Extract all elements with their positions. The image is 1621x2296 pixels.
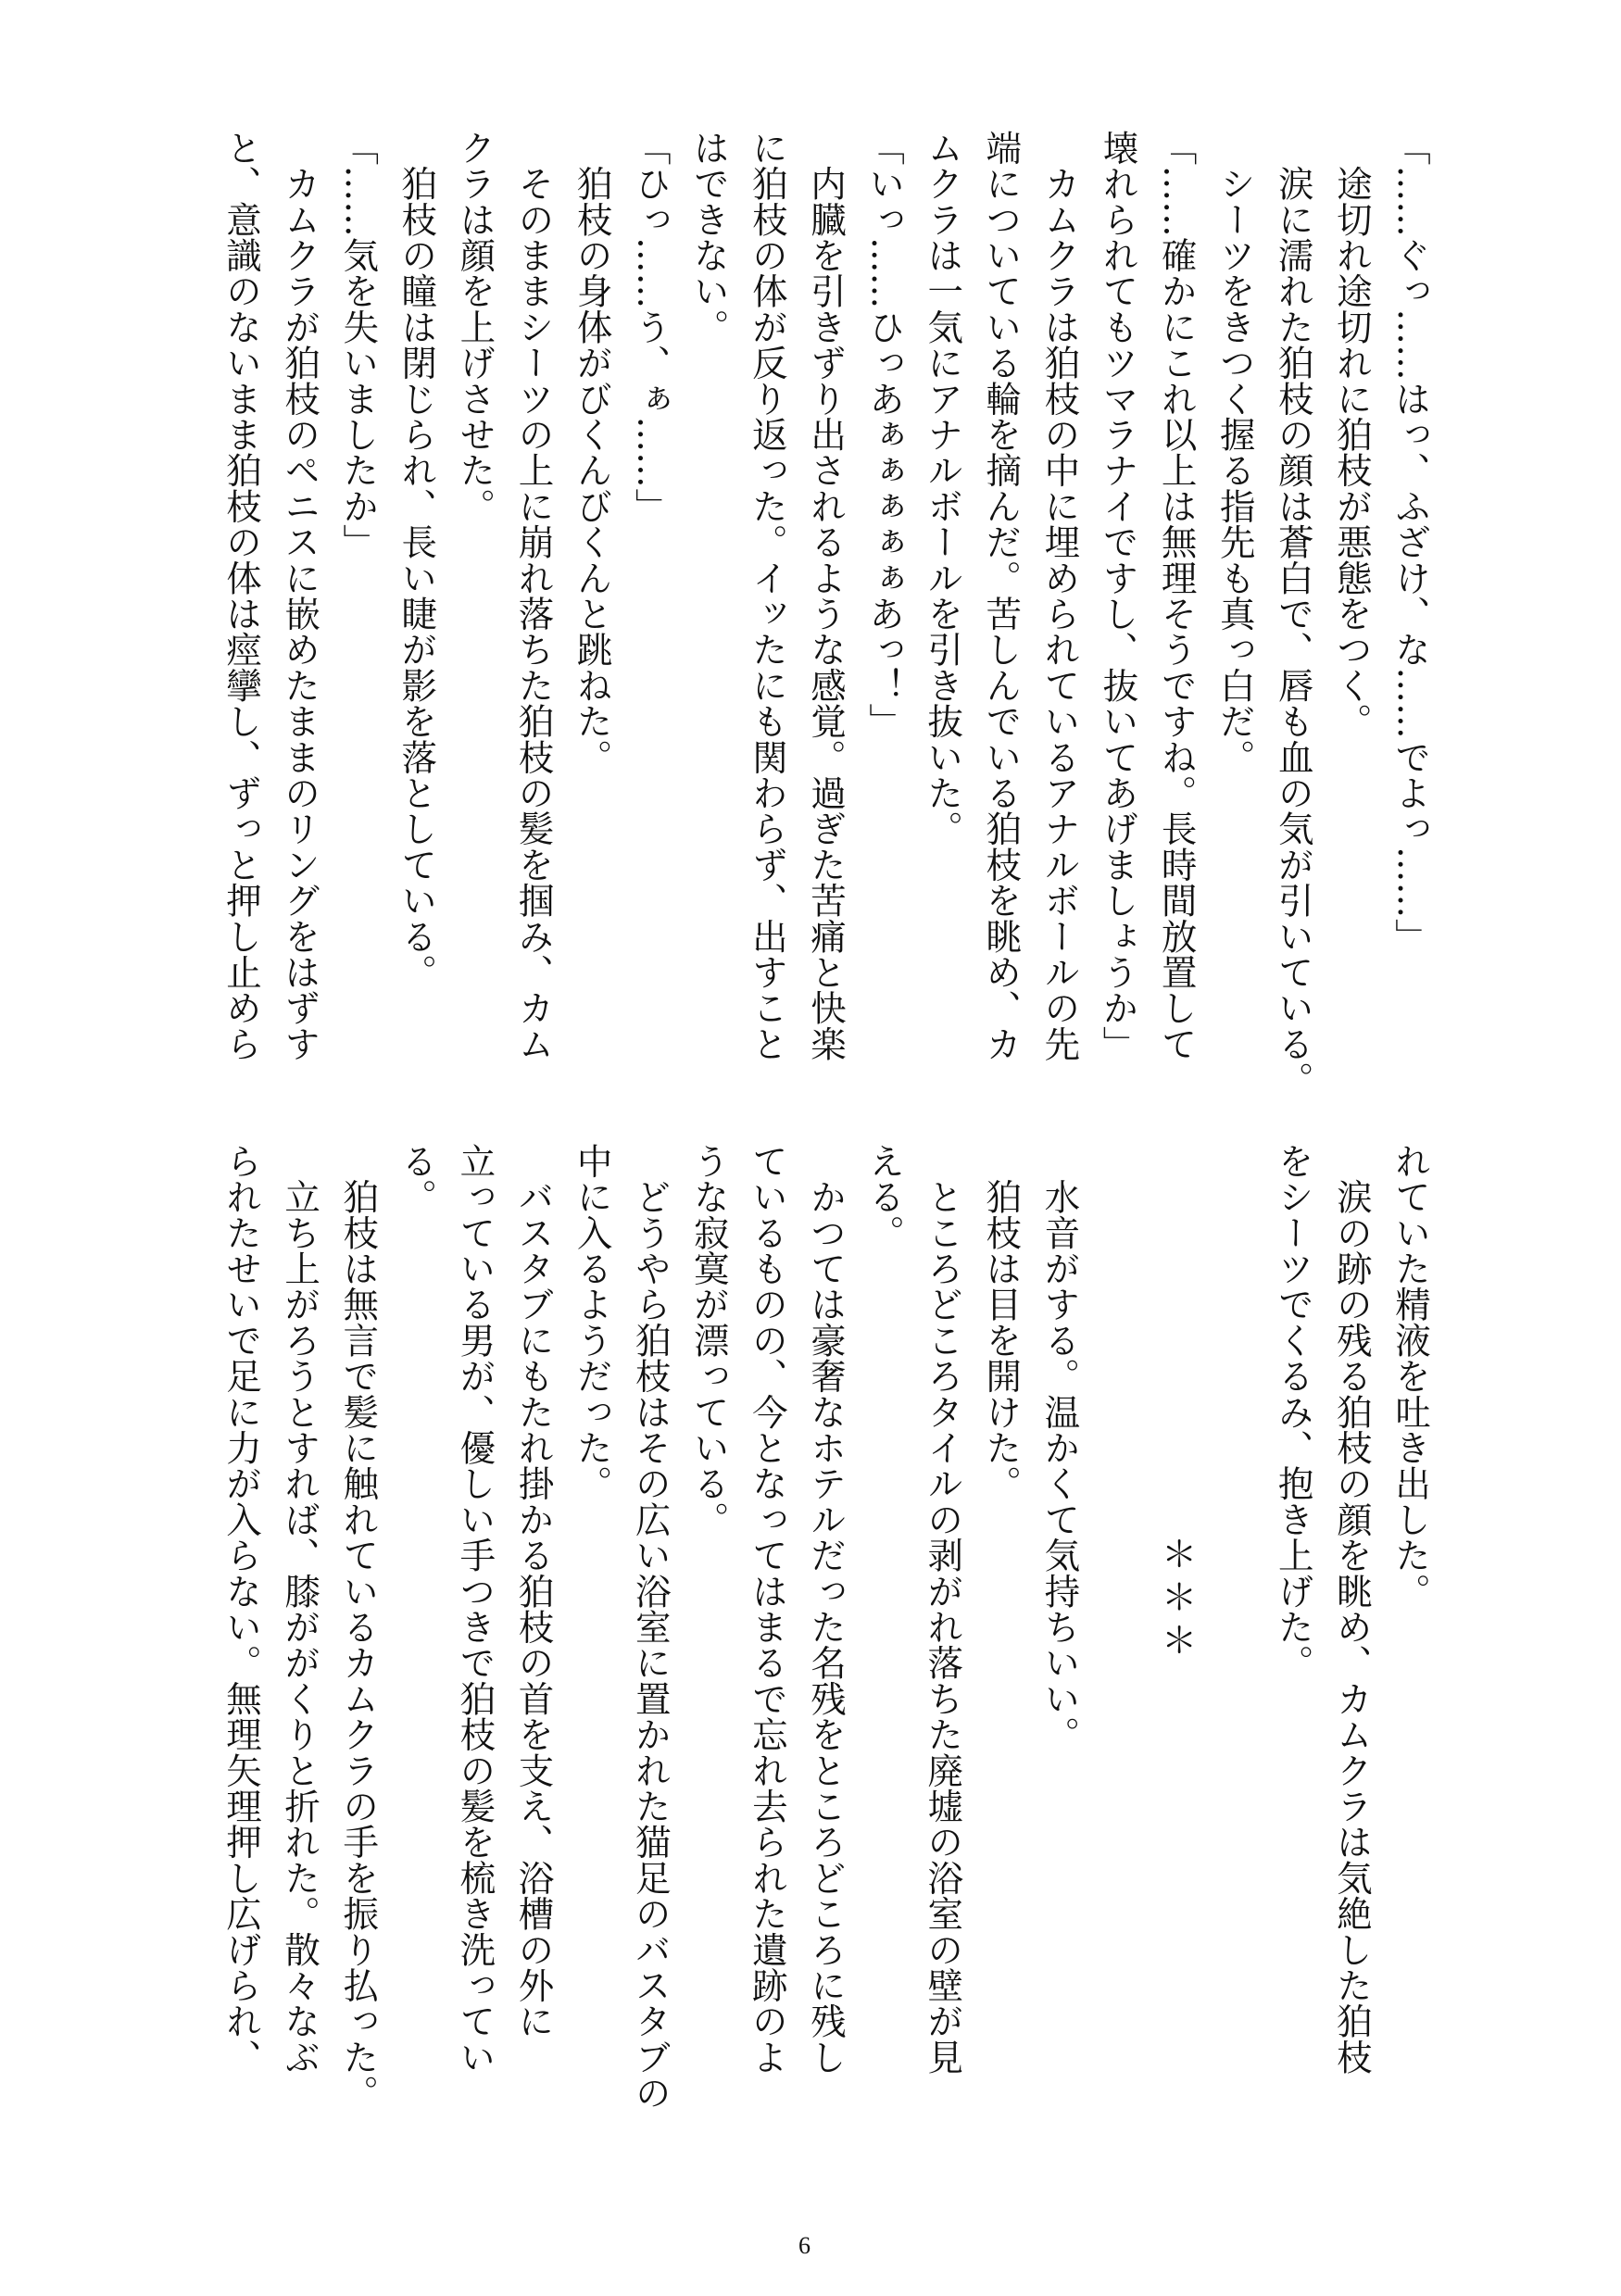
text-column: 狛枝は無言で髪に触れているカムクラの手を振り払った。 — [337, 1143, 380, 2111]
text-column: どうやら狛枝はその広い浴室に置かれた猫足のバスタブの — [629, 1143, 672, 2111]
text-column: 「いっ……ひっあぁぁぁぁぁあっ！」 — [863, 130, 906, 739]
text-column: かつては豪奢なホテルだった名残をところどころに残し — [805, 1143, 847, 2076]
text-column: 立っている男が、優しい手つきで狛枝の髪を梳き洗ってい — [454, 1143, 496, 2076]
text-column: はできない。 — [687, 130, 730, 345]
text-column: 狛枝は目を開けた。 — [980, 1143, 1023, 1501]
text-column: クラは顔を上げさせた。 — [454, 130, 496, 524]
text-column: 壊れられてもツマラナイですし、抜いてあげましょうか」 — [1097, 130, 1139, 1062]
text-column: 涙に濡れた狛枝の顔は蒼白で、唇も血の気が引いている。 — [1272, 130, 1314, 1098]
text-column: 立ち上がろうとすれば、膝ががくりと折れた。散々なぶ — [279, 1143, 321, 2076]
text-column: ムクラは一気にアナルボールを引き抜いた。 — [922, 130, 964, 847]
text-column: 「ひっ……う、ぁ……」 — [629, 130, 672, 524]
text-column: バスタブにもたれ掛かる狛枝の首を支え、浴槽の外に — [512, 1143, 555, 2039]
text-column: 「……ぐっ……はっ、ふざけ、な……でよっ……」 — [1389, 130, 1431, 955]
page-number: 6 — [798, 2232, 810, 2259]
text-column: に狛枝の体が反り返った。イッたにも関わらず、出すこと — [746, 130, 788, 1062]
text-column: 中に入るようだった。 — [571, 1143, 613, 1501]
text-column: と、意識のないまま狛枝の体は痙攣し、ずっと押し止めら — [220, 130, 262, 1062]
text-column: うな寂寞が漂っている。 — [687, 1143, 730, 1537]
text-column: 「……確かにこれ以上は無理そうですね。長時間放置して — [1155, 130, 1198, 1062]
text-column: シーツをきつく握る指先も真っ白だ。 — [1213, 130, 1256, 775]
text-column: える。 — [863, 1143, 906, 1251]
text-column: 内臓を引きずり出されるような感覚。過ぎた苦痛と快楽 — [805, 130, 847, 1062]
text-column: 水音がする。温かくて気持ちいい。 — [1038, 1143, 1081, 1752]
text-column: 狛枝の瞳は閉じられ、長い睫が影を落としている。 — [396, 130, 438, 990]
text-column: ているものの、今となってはまるで忘れ去られた遺跡のよ — [746, 1143, 788, 2076]
text-column: カムクラは狛枝の中に埋められているアナルボールの先 — [1038, 130, 1081, 1062]
text-column: をシーツでくるみ、抱き上げた。 — [1272, 1143, 1314, 1681]
text-column: られたせいで足に力が入らない。無理矢理押し広げられ、 — [220, 1143, 262, 2076]
text-column: れていた精液を吐き出した。 — [1389, 1143, 1431, 1610]
text-column: カムクラが狛枝のペニスに嵌めたままのリングをはずす — [279, 130, 321, 1062]
text-column: そのままシーツの上に崩れ落ちた狛枝の髪を掴み、カム — [512, 130, 555, 1062]
text-column: 涙の跡の残る狛枝の顔を眺め、カムクラは気絶した狛枝 — [1330, 1143, 1373, 2076]
text-column: 端についている輪を摘んだ。苦しんでいる狛枝を眺め、カ — [980, 130, 1023, 1062]
text-column: る。 — [396, 1143, 438, 1215]
text-column: 途切れ途切れに狛枝が悪態をつく。 — [1330, 130, 1373, 739]
text-column: 狛枝の身体がびくんびくんと跳ねた。 — [571, 130, 613, 775]
text-column: ところどころタイルの剥がれ落ちた廃墟の浴室の壁が見 — [922, 1143, 964, 2076]
section-break: ＊＊＊ — [1155, 1535, 1198, 1664]
text-column: 「……気を失いましたか」 — [337, 130, 380, 560]
